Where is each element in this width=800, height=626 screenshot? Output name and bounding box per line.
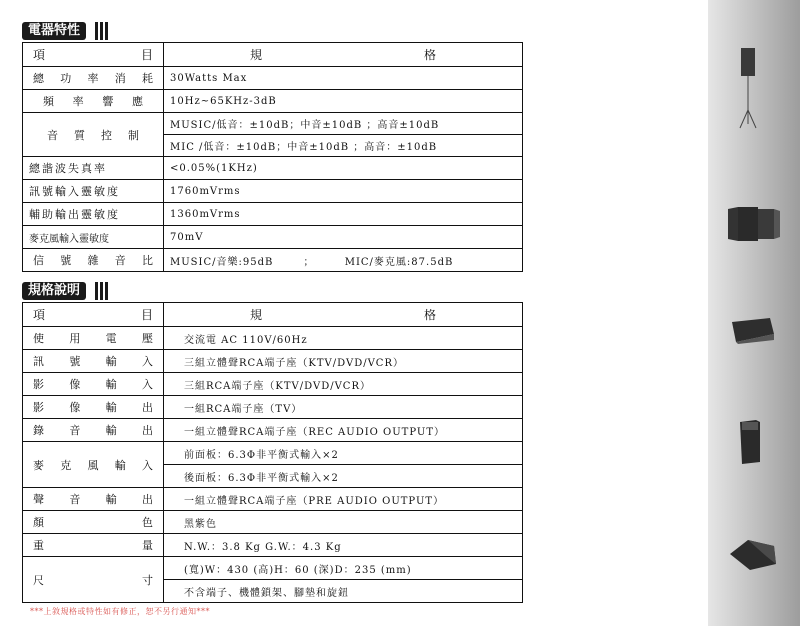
snr-separator: ； — [303, 256, 315, 268]
table-row — [23, 67, 523, 90]
row-value: 一組RCA端子座（TV） — [164, 396, 523, 419]
product-sidebar — [708, 0, 800, 626]
row-value: 後面板：6.3Φ非平衡式輸入×2 — [164, 465, 523, 488]
row-label: 總 功 率 消 耗 — [33, 72, 153, 85]
table-row — [23, 203, 523, 226]
row-value: 一組立體聲RCA端子座（PRE AUDIO OUTPUT） — [164, 488, 523, 511]
row-value: 三組立體聲RCA端子座（KTV/DVD/VCR） — [164, 350, 523, 373]
row-value: 70mV — [164, 226, 523, 249]
table-row: 麥 克 風 輸 入 前面板：6.3Φ非平衡式輸入×2 — [23, 442, 523, 465]
row-value: 前面板：6.3Φ非平衡式輸入×2 — [164, 442, 523, 465]
table-row — [23, 226, 523, 249]
speaker-on-stand-icon — [708, 48, 800, 130]
electrical-table — [22, 42, 523, 272]
row-value: 不含端子、機體鎖架、腳墊和旋鈕 — [164, 580, 523, 603]
header-item: 項 目 — [23, 43, 164, 67]
wedge-speaker-icon — [708, 538, 800, 572]
row-label: 訊號輸入靈敏度 — [23, 180, 164, 203]
table-row: 信 號 雜 音 比 MUSIC/音樂:95dB ； MIC/麥克風:87.5dB — [23, 249, 523, 272]
table-row: 使 用 電 壓 交流電 AC 110V/60Hz — [23, 327, 523, 350]
row-value: 黑紫色 — [164, 511, 523, 534]
table-row — [23, 180, 523, 203]
table-row: 影 像 輸 出 一組RCA端子座（TV） — [23, 396, 523, 419]
row-label: 總諧波失真率 — [23, 157, 164, 180]
header-item: 項 目 — [23, 303, 164, 327]
snr-mic: MIC/麥克風:87.5dB — [344, 256, 454, 268]
table-row: 聲 音 輸 出 一組立體聲RCA端子座（PRE AUDIO OUTPUT） — [23, 488, 523, 511]
header-spec: 規 格 — [164, 43, 523, 67]
row-label: 麥克風輸入靈敏度 — [23, 226, 164, 249]
snr-music: MUSIC/音樂:95dB — [170, 256, 274, 268]
table-row: 尺 寸 (寬)W：430 (高)H：60 (深)D：235 (mm) — [23, 557, 523, 580]
table-row: 顏 色 黑紫色 — [23, 511, 523, 534]
row-value: 一組立體聲RCA端子座（REC AUDIO OUTPUT） — [164, 419, 523, 442]
row-value: 1760mVrms — [164, 180, 523, 203]
row-value: 交流電 AC 110V/60Hz — [164, 327, 523, 350]
table-row: 訊 號 輸 入 三組立體聲RCA端子座（KTV/DVD/VCR） — [23, 350, 523, 373]
specs-table — [22, 302, 523, 603]
table-row: 錄 音 輸 出 一組立體聲RCA端子座（REC AUDIO OUTPUT） — [23, 419, 523, 442]
table-row — [23, 157, 523, 180]
row-label: 輔助輸出靈敏度 — [23, 203, 164, 226]
row-value: MUSIC/低音：±10dB；中音±10dB ；高音±10dB — [164, 113, 523, 135]
cabinet-speaker-icon — [708, 418, 800, 466]
speaker-set-icon — [708, 205, 800, 245]
table-row: 音 質 控 制 MUSIC/低音：±10dB；中音±10dB ；高音±10dB — [23, 113, 523, 135]
table-row: 頻 率 響 應 10Hz~65KHz-3dB — [23, 90, 523, 113]
row-value: (寬)W：430 (高)H：60 (深)D：235 (mm) — [164, 557, 523, 580]
row-value: MIC /低音：±10dB；中音±10dB ；高音：±10dB — [164, 135, 523, 157]
row-value: 10Hz~65KHz-3dB — [164, 90, 523, 113]
row-value: N.W.：3.8 Kg G.W.：4.3 Kg — [164, 534, 523, 557]
section-title-electrical: 電器特性 — [22, 22, 86, 40]
header-spec: 規 格 — [164, 303, 523, 327]
row-value: 30Watts Max — [164, 67, 523, 90]
monitor-speaker-icon — [708, 316, 800, 346]
section-title-specs: 規格說明 — [22, 282, 86, 300]
footnote: ***上敘規格或特性如有修正，恕不另行通知*** — [30, 607, 210, 616]
row-value: 三組RCA端子座（KTV/DVD/VCR） — [164, 373, 523, 396]
row-value: 1360mVrms — [164, 203, 523, 226]
row-value: <0.05%(1KHz) — [164, 157, 523, 180]
table-row: 影 像 輸 入 三組RCA端子座（KTV/DVD/VCR） — [23, 373, 523, 396]
table-row: 重 量 N.W.：3.8 Kg G.W.：4.3 Kg — [23, 534, 523, 557]
